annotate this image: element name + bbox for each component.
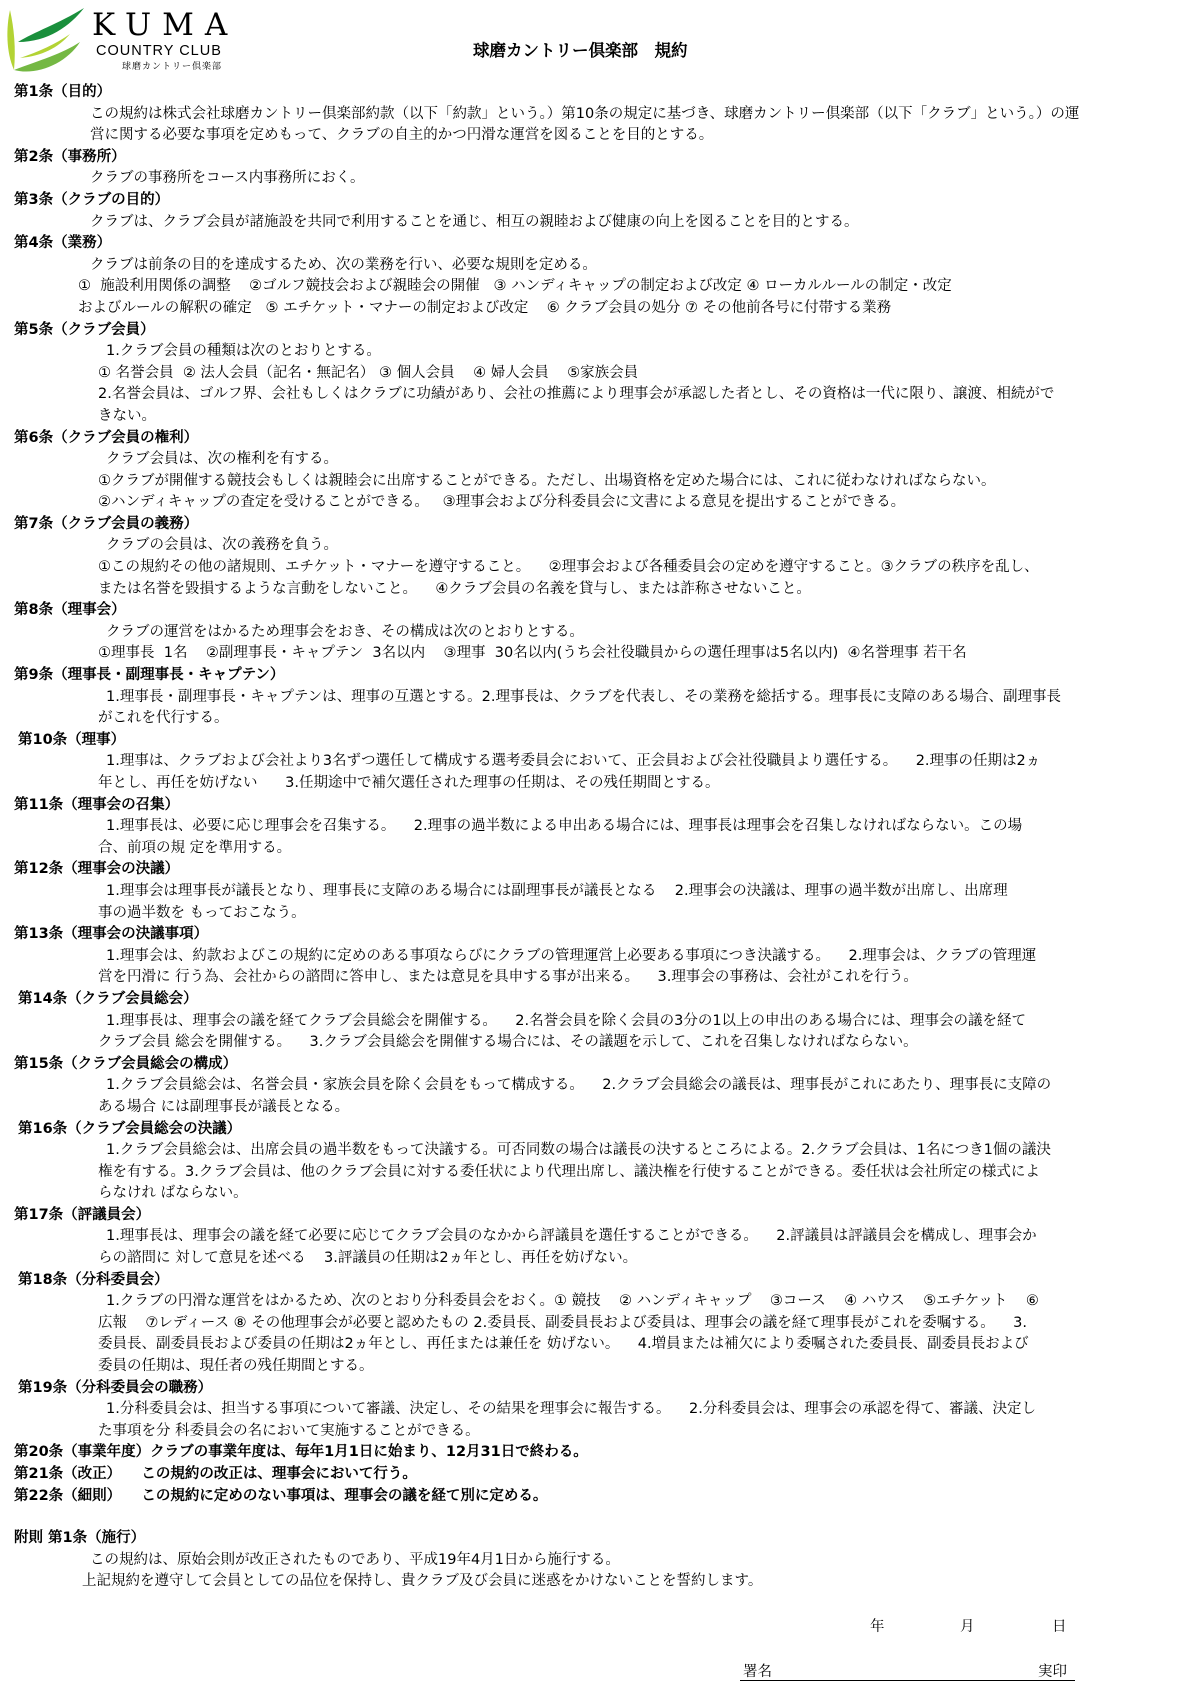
- article-text-line: 1.分科委員会は、担当する事項について審議、決定し、その結果を理事会に報告する。 2.分科委員会は、理事会の承認を得て、審議、決定し: [106, 1401, 1037, 1418]
- article-text-line: ①理事長 1名 ②副理事長・キャプテン 3名以内 ③理事 30名以内(うち会社役職員からの選任理事は5名以内) ④名誉理事 若干名: [98, 645, 967, 662]
- article-heading: 第13条（理事会の決議事項）: [14, 926, 209, 943]
- article-text-line: た事項を分 科委員会の名において実施することができる。: [98, 1422, 480, 1439]
- article-heading: 第18条（分科委員会）: [18, 1271, 169, 1288]
- date-year-label: 年: [870, 1619, 885, 1635]
- signature-seal-label: 実印: [1038, 1664, 1067, 1680]
- article-text-line: およびルールの解釈の確定 ⑤ エチケット・マナーの制定および改定 ⑥ クラブ会員の処分 ⑦ その他前各号に付帯する業務: [78, 299, 892, 316]
- article-text-line: 1.クラブ会員の種類は次のとおりとする。: [106, 343, 381, 360]
- article-text-line: 委員の任期は、現任者の残任期間とする。: [98, 1358, 374, 1375]
- article-text-line: ②ハンディキャップの査定を受けることができる。 ③理事会および分科委員会に文書による意見を提出することができる。: [98, 494, 906, 511]
- article-text-line: 1.理事会は、約款およびこの規約に定めのある事項ならびにクラブの管理運営上必要ある事項につき決議する。 2.理事会は、クラブの管理運: [106, 947, 1037, 964]
- article-text-line: 1.クラブ会員総会は、出席会員の過半数をもって決議する。可否同数の場合は議長の決するところによる。2.クラブ会員は、1名につき1個の議決: [106, 1142, 1051, 1159]
- article-heading: 第10条（理事）: [18, 731, 126, 748]
- signature-line: [740, 1680, 1075, 1681]
- document-title: 球磨カントリー倶楽部 規約: [473, 41, 688, 60]
- article-text-line: ① 名誉会員 ② 法人会員（記名・無記名） ③ 個人会員 ④ 婦人会員 ⑤家族会員: [98, 364, 639, 381]
- article-text-line: クラブの運営をはかるため理事会をおき、その構成は次のとおりとする。: [106, 623, 584, 640]
- article-heading: 第3条（クラブの目的）: [14, 191, 170, 208]
- article-text-line: この規約は株式会社球磨カントリー倶楽部約款（以下「約款」という。）第10条の規定に基づき、球磨カントリー倶楽部（以下「クラブ」という。）の運: [90, 105, 1080, 122]
- date-month-label: 月: [960, 1619, 975, 1635]
- article-text-line: クラブ会員 総会を開催する。 3.クラブ会員総会を開催する場合には、その議題を示して、これを召集しなければならない。: [98, 1034, 918, 1051]
- article-text-line: または名誉を毀損するような言動をしないこと。 ④クラブ会員の名義を貸与し、または詐称させないこと。: [98, 580, 811, 597]
- logo-wordmark: KUMA: [92, 7, 239, 43]
- article-text-line: ①この規約その他の諸規則、エチケット・マナーを遵守すること。 ②理事会および各種委員会の定めを遵守すること。③クラブの秩序を乱し、: [98, 559, 1039, 576]
- article-text-line: らの諮問に 対して意見を述べる 3.評議員の任期は2ヵ年とし、再任を妨げない。: [98, 1250, 638, 1267]
- article-text-line: クラブは前条の目的を達成するため、次の業務を行い、必要な規則を定める。: [90, 256, 597, 273]
- article-text-line: 1.クラブ会員総会は、名誉会員・家族会員を除く会員をもって構成する。 2.クラブ会員総会の議長は、理事長がこれにあたり、理事長に支障の: [106, 1077, 1052, 1094]
- article-text-line: 1.クラブの円滑な運営をはかるため、次のとおり分科委員会をおく。① 競技 ② ハンディキャップ ③コース ④ ハウス ⑤エチケット ⑥: [106, 1293, 1039, 1310]
- article-text-line: 1.理事会は理事長が議長となり、理事長に支障のある場合には副理事長が議長となる 2.理事会の決議は、理事の過半数が出席し、出席理: [106, 882, 1008, 899]
- article-text-line: 事の過半数を もっておこなう。: [98, 904, 306, 921]
- spacer: [14, 1507, 1182, 1528]
- article-text-line: 営に関する必要な事項を定めもって、クラブの自主的かつ円滑な運営を図ることを目的とする。: [90, 127, 714, 144]
- article-text-line: ある場合 には副理事長が議長となる。: [98, 1098, 350, 1115]
- date-day-label: 日: [1052, 1619, 1067, 1635]
- article-text-line: ①クラブが開催する競技会もしくは親睦会に出席することができる。ただし、出場資格を定めた場合には、これに従わなければならない。: [98, 472, 996, 489]
- rules-body: [14, 82, 1182, 1593]
- article-text-line: クラブ会員は、次の権利を有する。: [106, 451, 338, 468]
- logo-subtitle: COUNTRY CLUB: [96, 43, 222, 59]
- article-text-line: きない。: [98, 407, 156, 424]
- article-heading: 第2条（事務所）: [14, 148, 126, 165]
- article-heading: 第19条（分科委員会の職務）: [18, 1379, 213, 1396]
- article-text-line: 権を有する。3.クラブ会員は、他のクラブ会員に対する委任状により代理出席し、議決権を行使することができる。委任状は会社所定の様式によ: [98, 1163, 1040, 1180]
- article-text-line: 上記規約を遵守して会員としての品位を保持し、貴クラブ及び会員に迷惑をかけないことを誓約します。: [82, 1573, 763, 1590]
- article-text-line: クラブは、クラブ会員が諸施設を共同で利用することを通じ、相互の親睦および健康の向上を図ることを目的とする。: [90, 213, 859, 230]
- article-heading: 第4条（業務）: [14, 235, 112, 252]
- article-heading: 第11条（理事会の召集）: [14, 796, 180, 813]
- article-heading: 第21条（改正） この規約の改正は、理事会において行う。: [14, 1466, 417, 1482]
- logo: [4, 2, 254, 78]
- article-heading: 第12条（理事会の決議）: [14, 861, 180, 878]
- article-text-line: 合、前項の規 定を準用する。: [98, 839, 292, 856]
- article-text-line: ① 施設利用関係の調整 ②ゴルフ競技会および親睦会の開催 ③ ハンディキャップの制定および改定 ④ ローカルルールの制定・改定: [78, 278, 952, 295]
- article-heading: 第9条（理事長・副理事長・キャプテン）: [14, 667, 285, 684]
- leaf-logo-icon: [4, 2, 90, 78]
- article-text-line: 委員長、副委員長および委員の任期は2ヵ年とし、再任または兼任を 妨げない。 4.増員または補欠により委嘱された委員長、副委員長および: [98, 1336, 1029, 1353]
- article-heading: 第6条（クラブ会員の権利）: [14, 429, 199, 446]
- article-heading: 第14条（クラブ会員総会）: [18, 990, 198, 1007]
- article-text-line: 1.理事は、クラブおよび会社より3名ずつ選任して構成する選考委員会において、正会員および会社役職員より選任する。 2.理事の任期は2ヵ: [106, 753, 1041, 770]
- article-text-line: 年とし、再任を妨げない 3.任期途中で補欠選任された理事の任期は、その残任期間とする。: [98, 775, 720, 791]
- article-text-line: 広報 ⑦レディース ⑧ その他理事会が必要と認めたもの 2.委員長、副委員長および委員は、理事会の議を経て理事長がこれを委嘱する。 3.: [98, 1314, 1027, 1331]
- article-heading: 附則 第1条（施行）: [14, 1530, 146, 1547]
- article-text-line: クラブの事務所をコース内事務所におく。: [90, 170, 365, 187]
- article-heading: 第8条（理事会）: [14, 602, 126, 619]
- article-heading: 第20条（事業年度）クラブの事業年度は、毎年1月1日に始まり、12月31日で終わる。: [14, 1444, 588, 1461]
- article-heading: 第7条（クラブ会員の義務）: [14, 515, 199, 532]
- article-heading: 第17条（評議員会）: [14, 1206, 151, 1223]
- article-text-line: 1.理事長は、必要に応じ理事会を召集する。 2.理事の過半数による申出ある場合には、理事長は理事会を召集しなければならない。この場: [106, 818, 1023, 835]
- article-heading: 第16条（クラブ会員総会の決議）: [18, 1120, 242, 1137]
- article-heading: 第1条（目的）: [14, 84, 112, 100]
- article-text-line: クラブの会員は、次の義務を負う。: [106, 537, 338, 554]
- article-text-line: この規約は、原始会則が改正されたものであり、平成19年4月1日から施行する。: [90, 1551, 620, 1568]
- article-heading: 第15条（クラブ会員総会の構成）: [14, 1055, 238, 1072]
- article-text-line: がこれを代行する。: [98, 710, 229, 727]
- signature-name-label: 署名: [743, 1664, 772, 1680]
- logo-japanese-name: 球磨カントリー倶楽部: [122, 62, 223, 72]
- article-text-line: 2.名誉会員は、ゴルフ界、会社もしくはクラブに功績があり、会社の推薦により理事会が承認した者とし、その資格は一代に限り、譲渡、相続がで: [98, 386, 1055, 403]
- article-heading: 第5条（クラブ会員）: [14, 321, 155, 338]
- article-text-line: 1.理事長・副理事長・キャプテンは、理事の互選とする。2.理事長は、クラブを代表し、その業務を総括する。理事長に支障のある場合、副理事長: [106, 688, 1061, 705]
- article-text-line: らなけれ ばならない。: [98, 1185, 248, 1202]
- article-text-line: 営を円滑に 行う為、会社からの諮問に答申し、または意見を具申する事が出来る。 3.理事会の事務は、会社がこれを行う。: [98, 969, 918, 986]
- article-heading: 第22条（細則） この規約に定めのない事項は、理事会の議を経て別に定める。: [14, 1487, 548, 1504]
- article-text-line: 1.理事長は、理事会の議を経て必要に応じてクラブ会員のなかから評議員を選任することができる。 2.評議員は評議員会を構成し、理事会か: [106, 1228, 1037, 1245]
- article-text-line: 1.理事長は、理事会の議を経てクラブ会員総会を開催する。 2.名誉会員を除く会員の3分の1以上の申出のある場合には、理事会の議を経て: [106, 1012, 1027, 1029]
